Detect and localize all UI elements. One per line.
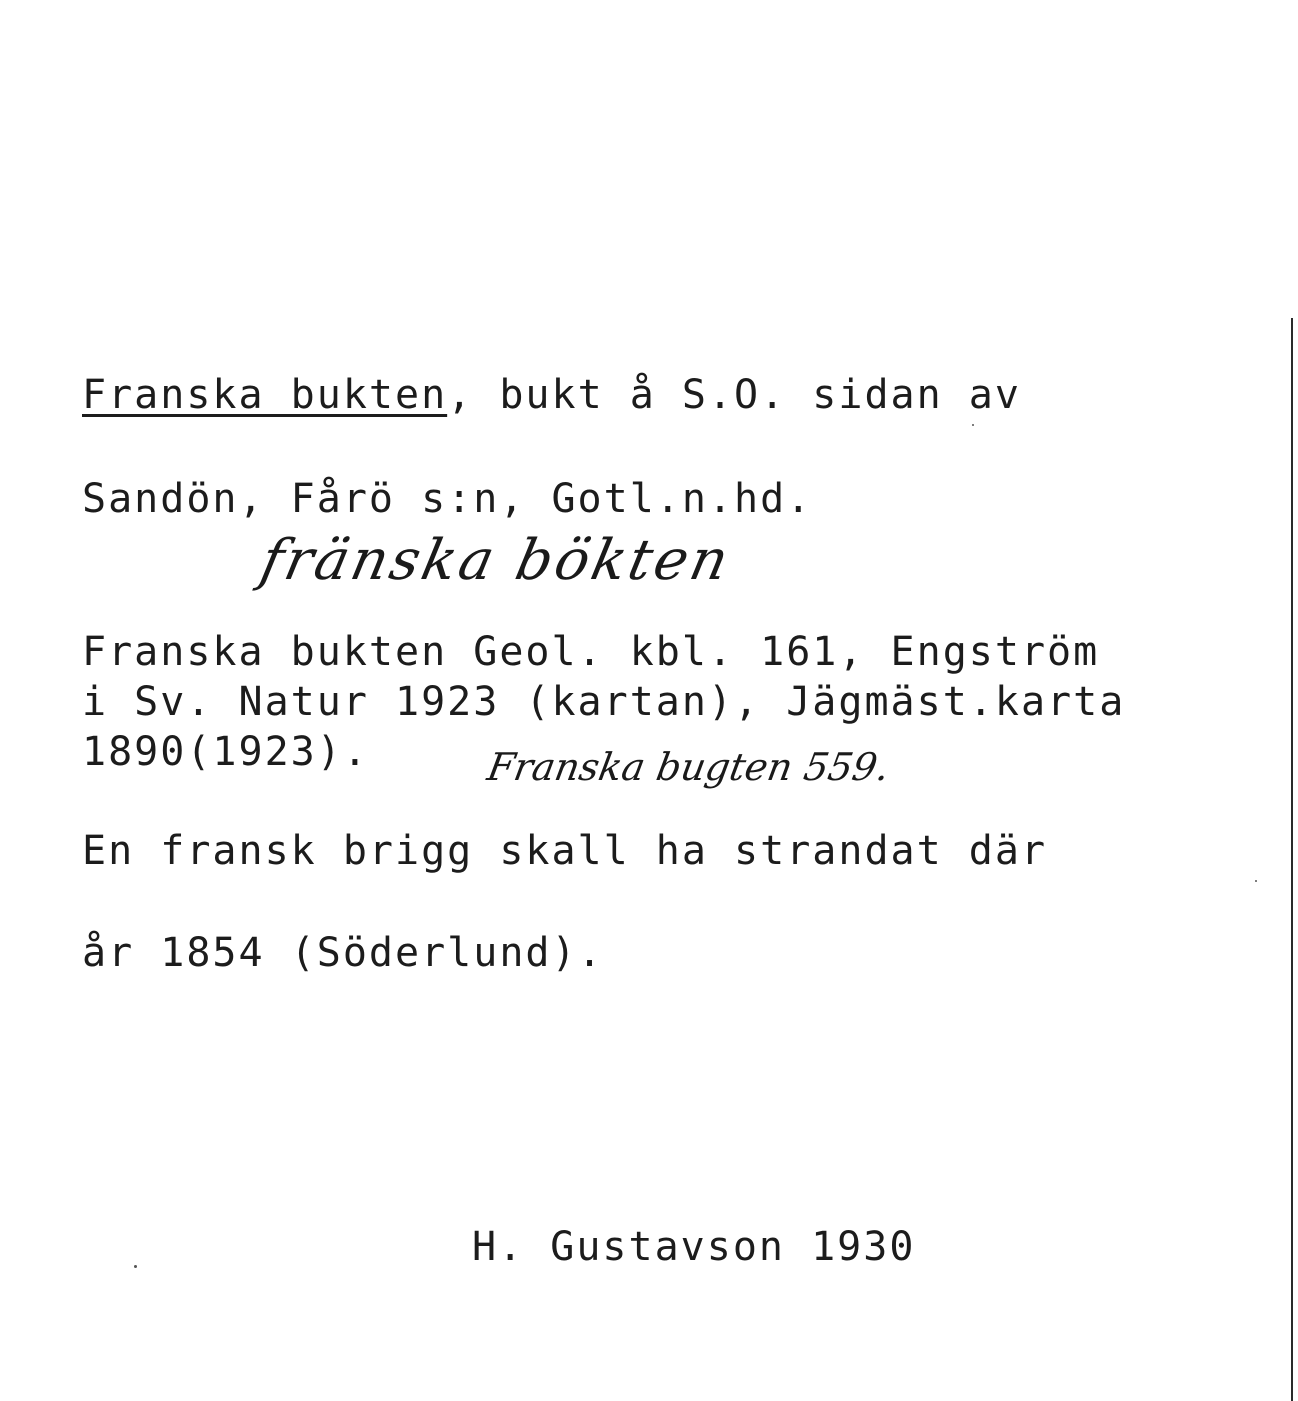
entry-line-5: 1890(1923). — [82, 729, 369, 775]
handwritten-pronunciation: fränska bökten — [255, 528, 737, 593]
card-edge-line — [1291, 318, 1293, 1401]
signature: H. Gustavson 1930 — [472, 1224, 916, 1270]
handwritten-note: Franska bugten 559. — [484, 745, 893, 789]
headword: Franska bukten — [82, 372, 448, 418]
scan-speck — [972, 424, 974, 426]
scan-speck — [134, 1265, 137, 1268]
entry-line-2: Sandön, Fårö s:n, Gotl.n.hd. — [82, 476, 813, 522]
entry-line-1 — [82, 370, 1021, 420]
scan-speck — [1255, 880, 1257, 882]
entry-line-1-rest: , bukt å S.O. sidan av — [447, 372, 1021, 418]
entry-line-4: i Sv. Natur 1923 (kartan), Jägmäst.karta — [82, 679, 1126, 725]
entry-line-3: Franska bukten Geol. kbl. 161, Engström — [82, 629, 1100, 675]
entry-line-7: år 1854 (Söderlund). — [82, 930, 604, 976]
entry-line-6: En fransk brigg skall ha strandat där — [82, 828, 1048, 874]
